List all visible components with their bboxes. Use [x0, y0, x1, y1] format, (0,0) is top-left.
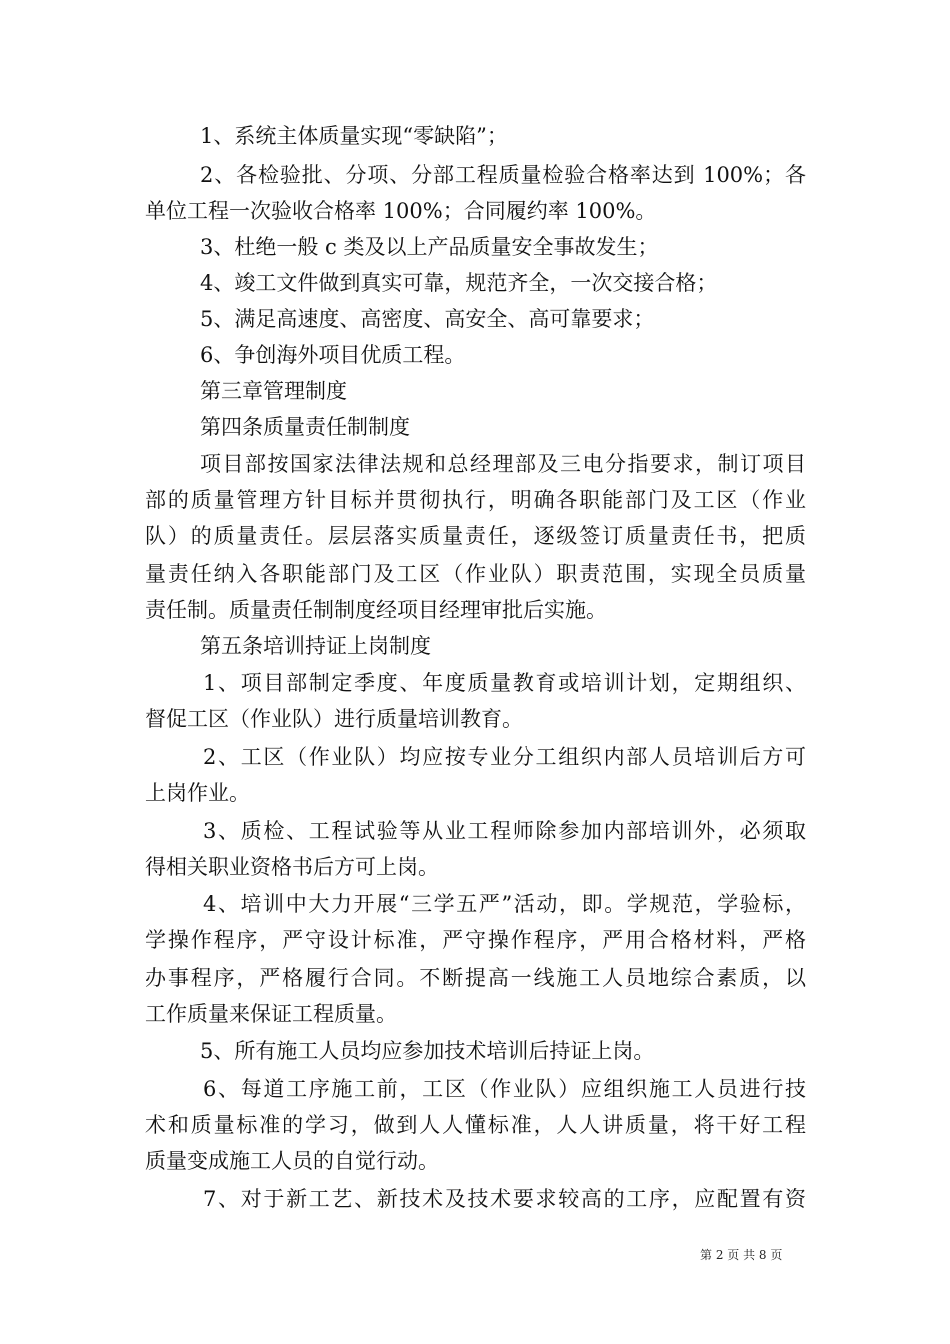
- text-line: 4、竣工文件做到真实可靠，规范齐全，一次交接合格；: [200, 271, 718, 295]
- page-number-footer: 第 2 页 共 8 页: [700, 1248, 783, 1262]
- text-line: 2、各检验批、分项、分部工程质量检验合格率达到 100%；各: [200, 163, 806, 187]
- text-line: 得相关职业资格书后方可上岗。: [145, 855, 439, 879]
- text-line: 1、系统主体质量实现“零缺陷”；: [200, 124, 508, 148]
- article-heading: 第四条质量责任制制度: [200, 415, 410, 439]
- text-line: 5、满足高速度、高密度、高安全、高可靠要求；: [200, 307, 655, 331]
- text-line: 4、培训中大力开展“三学五严”活动，即。学规范，学验标，: [203, 892, 806, 916]
- text-line: 质量变成施工人员的自觉行动。: [145, 1149, 439, 1173]
- text-line: 上岗作业。: [145, 781, 250, 805]
- text-line: 3、质检、工程试验等从业工程师除参加内部培训外，必须取: [203, 819, 806, 843]
- text-line: 项目部按国家法律法规和总经理部及三电分指要求，制订项目: [200, 452, 806, 476]
- text-line: 2、工区（作业队）均应按专业分工组织内部人员培训后方可: [203, 745, 806, 769]
- text-line: 6、每道工序施工前，工区（作业队）应组织施工人员进行技: [203, 1077, 806, 1101]
- text-line: 6、争创海外项目优质工程。: [200, 343, 466, 367]
- text-line: 工作质量来保证工程质量。: [145, 1002, 397, 1026]
- text-line: 量责任纳入各职能部门及工区（作业队）职责范围，实现全员质量: [145, 562, 806, 586]
- text-line: 3、杜绝一般 c 类及以上产品质量安全事故发生；: [200, 235, 659, 259]
- text-line: 7、对于新工艺、新技术及技术要求较高的工序，应配置有资: [203, 1187, 806, 1211]
- text-line: 单位工程一次验收合格率 100%；合同履约率 100%。: [145, 199, 657, 223]
- text-line: 术和质量标准的学习，做到人人懂标准，人人讲质量，将干好工程: [145, 1113, 806, 1137]
- text-line: 5、所有施工人员均应参加技术培训后持证上岗。: [200, 1039, 655, 1063]
- text-line: 1、项目部制定季度、年度质量教育或培训计划，定期组织、: [203, 671, 806, 695]
- chapter-heading: 第三章管理制度: [200, 379, 347, 403]
- text-line: 责任制。质量责任制制度经项目经理审批后实施。: [145, 598, 607, 622]
- article-heading: 第五条培训持证上岗制度: [200, 634, 431, 658]
- text-line: 学操作程序，严守设计标准，严守操作程序，严用合格材料，严格: [145, 928, 806, 952]
- text-line: 部的质量管理方针目标并贯彻执行，明确各职能部门及工区（作业: [145, 488, 806, 512]
- text-line: 队）的质量责任。层层落实质量责任，逐级签订质量责任书，把质: [145, 524, 806, 548]
- text-line: 办事程序，严格履行合同。不断提高一线施工人员地综合素质，以: [145, 966, 806, 990]
- text-line: 督促工区（作业队）进行质量培训教育。: [145, 707, 523, 731]
